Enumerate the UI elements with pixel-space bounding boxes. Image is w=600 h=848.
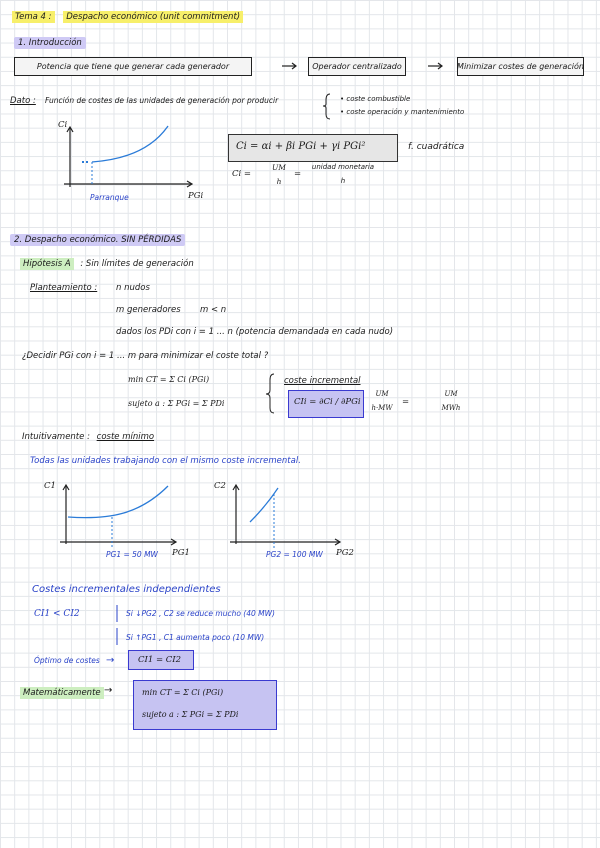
graph1-start-label: Parranque [90, 193, 129, 202]
optimo-arrow: → [106, 655, 115, 666]
ci-box-text: CIi = ∂Ci / ∂PGi [294, 397, 361, 407]
g1-marker: PG1 = 50 MW [106, 550, 158, 559]
hypothesis-text: : Sin límites de generación [80, 259, 194, 269]
units-frac1-num: UM [271, 163, 286, 172]
mat-label: Matemáticamente [20, 687, 104, 699]
dato-brace [323, 94, 330, 119]
dato-item-2: • coste operación y mantenimiento [340, 108, 465, 116]
mat-sujeto: sujeto a : Σ PGi = Σ PDi [142, 710, 239, 719]
cost-equation-note: f. cuadrática [408, 142, 465, 152]
units-eq: = [294, 169, 302, 179]
topic-label: Tema 4 : [12, 11, 55, 23]
intuit-text: Todas las unidades trabajando con el mismo coste incremental. [30, 456, 301, 466]
ineq-line: CI1 < CI2 [34, 609, 80, 619]
dato-text: Función de costes de las unidades de generación por producir [45, 96, 279, 105]
plant-line-3: m < n [200, 305, 227, 315]
decide-line: ¿Decidir PGi con i = 1 ... m para minimizar el coste total ? [22, 351, 269, 361]
plant-line-2: m generadores [116, 305, 181, 315]
flow-box-3: Minimizar costes de generación [457, 57, 584, 76]
g2-curve [250, 488, 278, 522]
g1-x-label: PG1 [172, 548, 190, 558]
sujeto-line: sujeto a : Σ PGi = Σ PDi [128, 399, 225, 408]
g1-curve [68, 486, 168, 518]
graph1-y-label: Ci [58, 120, 68, 130]
mat-arrow: → [104, 685, 113, 696]
ci-units-2-num: UM [444, 390, 458, 398]
plant-line-4: dados los PDi con i = 1 ... n (potencia demandada en cada nudo) [116, 327, 394, 337]
flow-arrow-2 [428, 63, 442, 69]
page-title: Despacho económico (unit commitment) [63, 11, 243, 23]
indep-title: Costes incrementales independientes [32, 584, 221, 595]
ci-units-2-den: MWh [441, 404, 461, 412]
g2-x-label: PG2 [336, 548, 354, 558]
graph1-axes [64, 127, 192, 187]
g2-marker: PG2 = 100 MW [266, 550, 323, 559]
section-2-heading: 2. Despacho económico. SIN PÉRDIDAS [10, 236, 185, 245]
plant-line-1: n nudos [116, 283, 150, 293]
dato-item-1: • coste combustible [340, 95, 411, 103]
g2-y-label: C2 [214, 481, 226, 491]
ci-units-1-num: UM [375, 390, 389, 398]
units-frac2-den: h [340, 177, 346, 185]
g2-axes [230, 485, 340, 545]
flow-box-1: Potencia que tiene que generar cada generador [14, 57, 252, 76]
section-1-heading: 1. Introducción [14, 39, 86, 48]
min-line: min CT = Σ Ci (PGi) [128, 375, 210, 384]
units-frac1-den: h [276, 177, 282, 186]
si-line-1: Si ↓PG2 , C2 se reduce mucho (40 MW) [126, 609, 275, 618]
si-line-2: Si ↑PG1 , C1 aumenta poco (10 MW) [126, 633, 265, 642]
dato-label: Dato : [10, 96, 36, 106]
ci-units-1-den: h·MW [371, 404, 393, 412]
intuit-label: Intuitivamente : [22, 432, 90, 442]
units-frac2-num: unidad monetaria [311, 163, 375, 171]
ci-units-eq: = [402, 397, 410, 407]
ci-label: coste incremental [284, 376, 361, 386]
g1-y-label: C1 [44, 481, 56, 491]
graph1-curve [92, 126, 168, 162]
hypothesis-label: Hipótesis A [20, 258, 74, 270]
cost-equation: Ci = αi + βi PGi + γi PGi² [236, 141, 366, 152]
planteamiento-label: Planteamiento : [30, 283, 98, 293]
optimo-label: Óptimo de costes [34, 656, 100, 665]
graph1-x-label: PGi [188, 191, 204, 201]
optimo-eq: CI1 = CI2 [138, 655, 182, 665]
flow-box-2: Operador centralizado [308, 57, 406, 76]
units-left: Ci = [232, 169, 252, 179]
intuit-value: coste mínimo [96, 432, 155, 442]
mat-min: min CT = Σ Ci (PGi) [142, 688, 224, 697]
min-brace [266, 374, 274, 413]
flow-arrow-1 [282, 63, 296, 69]
